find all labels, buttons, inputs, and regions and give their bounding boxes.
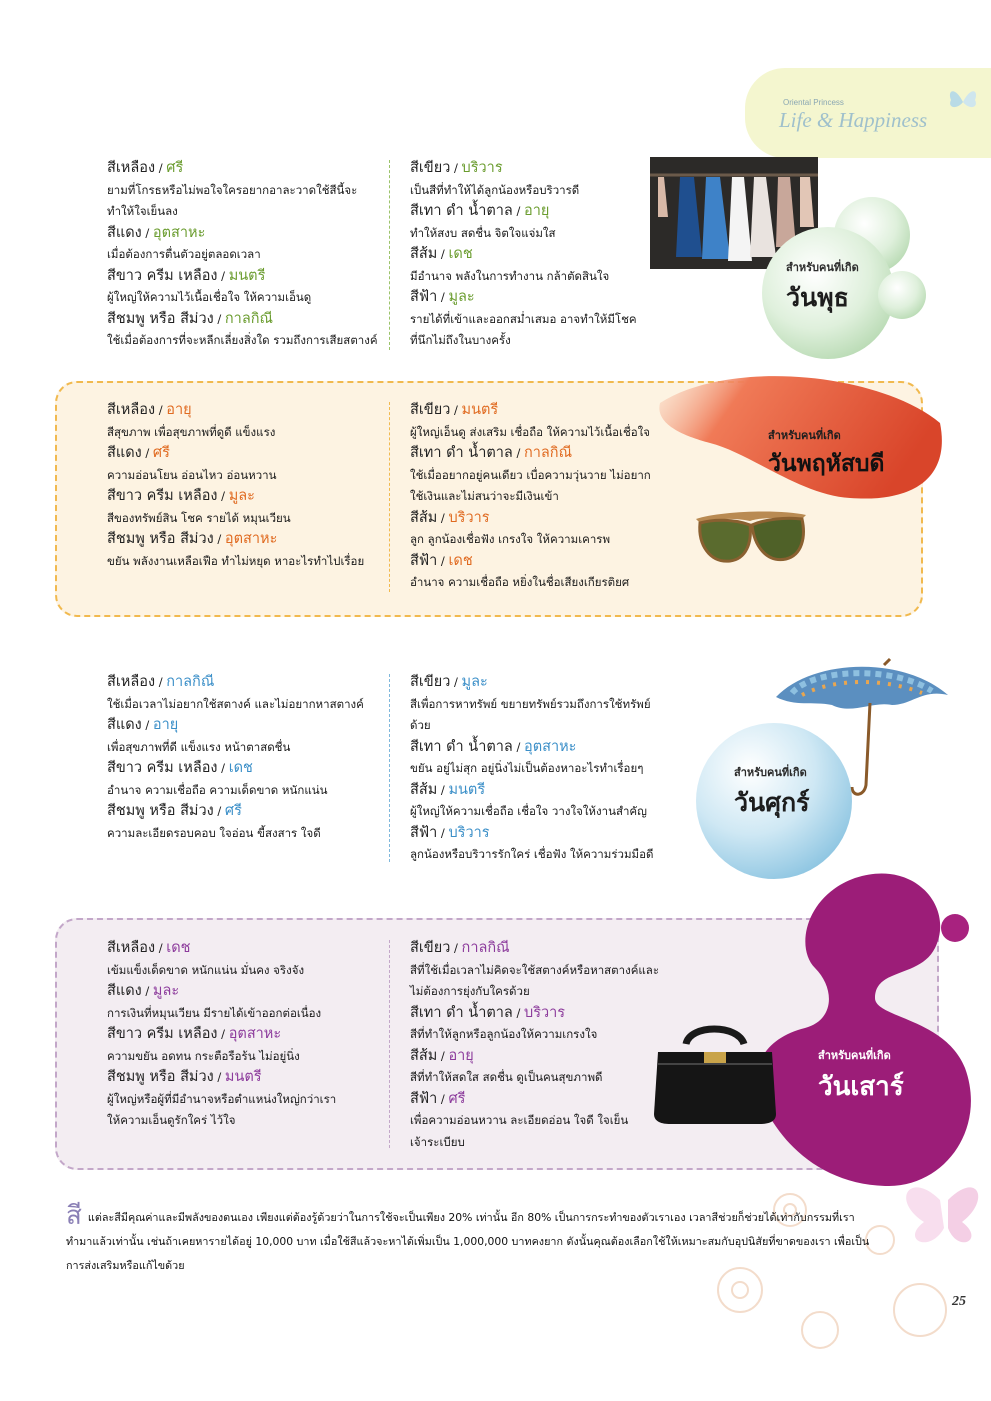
entry: สีเขียว / บริวาร	[410, 160, 503, 176]
section-thursday-divider	[389, 402, 390, 592]
entry: สีเทา ดำ น้ำตาล / อุตสาหะ	[410, 738, 577, 755]
entry: สีเหลือง / กาลกิณี	[107, 674, 215, 690]
footer-drop-cap: สี	[66, 1201, 82, 1231]
footer-paragraph: สีแต่ละสีมีคุณค่าและมีพลังของตนเอง เพียงแต่ต้องรู้ด้วยว่าในการใช้จะเป็นเพียง 20% เท่านั้น อีก 80% เป็นการกระทำของตัวเราเอง เวลาสีช่วยก็ช่วยได้เท่ากับกรรมที่เรา ทำมาแล้วเท่านั้น เช่นถ้าเคยหารายได้อยู่ 10,000 บาท เมื่อใช้สีแล้วจะหาได้เพิ่มเป็น 1,000,000 บาทคงยาก ดังนั้นคุณต้องเลือกใช้ให้เหมาะสมกับอุปนิสัยที่ขาดของเรา เพื่อเป็น การส่งเสริมหรือแก้ไขด้วย	[66, 1201, 870, 1272]
header-title: Life & Happiness	[779, 108, 928, 132]
entry: สีชมพู หรือ สีม่วง / กาลกิณี	[107, 310, 273, 327]
sunglasses-photo	[690, 505, 810, 575]
badge-saturday: สำหรับคนที่เกิด วันเสาร์	[818, 1049, 904, 1102]
entry: สีฟ้า / เดช	[410, 552, 473, 569]
entry: สีฟ้า / บริวาร	[410, 824, 490, 841]
section-thursday-left: สีเหลือง / อายุ สีสุขภาพ เพื่อสุขภาพที่ดูดี แข็งแรง สีแดง / ศรี ความอ่อนโยน อ่อนไหว อ่อนหวาน สีขาว ครีม เหลือง / มูละ สีของทรัพย์สิน โชค รายได้ หมุนเวียน สีชมพู หรือ สีม่วง / อุตสาหะ ขยัน พลังงานเหลือเฟือ ทำไม่หยุด หาอะไรทำไปเรื่อย	[107, 402, 365, 568]
entry: สีชมพู หรือ สีม่วง / ศรี	[107, 803, 242, 819]
entry: สีส้ม / มนตรี	[410, 781, 486, 798]
entry: สีแดง / มูละ	[107, 983, 180, 999]
section-friday-right: สีเขียว / มูละ สีเพื่อการหาทรัพย์ ขยายทรัพย์รวมถึงการใช้ทรัพย์ ด้วย สีเทา ดำ น้ำตาล / อุตสาหะ ขยัน อยู่ไม่สุก อยู่นิ่งไม่เป็นต้องหาอะไรทำเรื่อยๆ สีส้ม / มนตรี ผู้ใหญ่ให้ความเชื่อถือ เชื่อใจ วางใจให้งานสำคัญ สีฟ้า / บริวาร ลูกน้องหรือบริวารรักใคร่ เชื่อฟัง ให้ความร่วมมือดี	[410, 674, 654, 861]
entry: สีส้ม / เดช	[410, 246, 473, 262]
header-tab	[745, 68, 991, 158]
entry: สีฟ้า / ศรี	[410, 1090, 466, 1107]
section-saturday-left: สีเหลือง / เดช เข้มแข็งเด็ดขาด หนักแน่น มั่นคง จริงจัง สีแดง / มูละ การเงินที่หมุนเวียน มีรายได้เข้าออกต่อเนื่อง สีขาว ครีม เหลือง / อุตสาหะ ความขยัน อดทน กระตือรือร้น ไม่อยู่นิ่ง สีชมพู หรือ สีม่วง / มนตรี ผู้ใหญ่หรือผู้ที่มีอำนาจหรือตำแหน่งใหญ่กว่าเรา ให้ความเอ็นดูรักใคร่ ไว้ใจ	[107, 940, 337, 1127]
entry: สีส้ม / บริวาร	[410, 509, 490, 526]
entry: สีเหลือง / อายุ	[107, 402, 192, 418]
badge-wednesday: สำหรับคนที่เกิด วันพุธ	[786, 261, 859, 312]
entry: สีชมพู หรือ สีม่วง / อุตสาหะ	[107, 531, 278, 547]
section-wednesday-right: สีเขียว / บริวาร เป็นสีที่ทำให้ได้ลูกน้องหรือบริวารดี สีเทา ดำ น้ำตาล / อายุ ทำให้สงบ สดชื่น จิตใจแจ่มใส สีส้ม / เดช มีอำนาจ พลังในการทำงาน กล้าตัดสินใจ สีฟ้า / มูละ รายได้ที่เข้าและออกสม่ำเสมอ อาจทำให้มีโชค ที่นึกไม่ถึงในบางครั้ง	[410, 160, 637, 347]
header-brand: Oriental Princess	[783, 98, 844, 107]
entry: สีเทา ดำ น้ำตาล / อายุ	[410, 203, 550, 219]
entry: สีเหลือง / ศรี	[107, 160, 184, 176]
entry: สีเขียว / มนตรี	[410, 402, 499, 418]
page-number: 25	[952, 1294, 966, 1309]
entry: สีขาว ครีม เหลือง / อุตสาหะ	[107, 1026, 282, 1042]
badge-thursday: สำหรับคนที่เกิด วันพฤหัสบดี	[768, 429, 885, 477]
section-wednesday-left: สีเหลือง / ศรี ยามที่โกรธหรือไม่พอใจใครอยากอาละวาดใช้สีนี้จะ ทำให้ใจเย็นลง สีแดง / อุตสาหะ เมื่อต้องการตื่นตัวอยู่ตลอดเวลา สีขาว ครีม เหลือง / มนตรี ผู้ใหญ่ให้ความไว้เนื้อเชื่อใจ ให้ความเอ็นดู สีชมพู หรือ สีม่วง / กาลกิณี ใช้เมื่อต้องการที่จะหลีกเลี่ยงสิ่งใด รวมถึงการเสียสตางค์	[107, 160, 378, 347]
entry: สีเหลือง / เดช	[107, 940, 191, 956]
entry: สีเทา ดำ น้ำตาล / บริวาร	[410, 1004, 566, 1021]
entry: สีฟ้า / มูละ	[410, 289, 475, 305]
badge-friday: สำหรับคนที่เกิด วันศุกร์	[734, 766, 810, 817]
entry: สีแดง / อุตสาหะ	[107, 224, 206, 241]
entry: สีแดง / อายุ	[107, 717, 179, 733]
entry: สีขาว ครีม เหลือง / มนตรี	[107, 267, 266, 284]
section-wednesday-divider	[389, 160, 390, 350]
section-friday-divider	[389, 674, 390, 862]
entry: สีเขียว / กาลกิณี	[410, 940, 510, 956]
section-friday-left: สีเหลือง / กาลกิณี ใช้เมื่อเวลาไม่อยากใช้สตางค์ และไม่อยากหาสตางค์ สีแดง / อายุ เพื่อสุขภาพที่ดี แข็งแรง หน้าตาสดชื่น สีขาว ครีม เหลือง / เดช อำนาจ ความเชื่อถือ ความเด็ดขาด หนักแน่น สีชมพู หรือ สีม่วง / ศรี ความละเอียดรอบคอบ ใจอ่อน ขี้สงสาร ใจดี	[107, 674, 364, 840]
entry: สีชมพู หรือ สีม่วง / มนตรี	[107, 1069, 262, 1085]
section-saturday-right: สีเขียว / กาลกิณี สีที่ใช้เมื่อเวลาไม่คิดจะใช้สตางค์หรือหาสตางค์และ ไม่ต้องการยุ่งกับใครด้วย สีเทา ดำ น้ำตาล / บริวาร สีที่ทำให้ลูกหรือลูกน้องให้ความเกรงใจ สีส้ม / อายุ สีที่ทำให้สดใส สดชื่น ดูเป็นคนสุขภาพดี สีฟ้า / ศรี เพื่อความอ่อนหวาน ละเอียดอ่อน ใจดี ใจเย็น เจ้าระเบียบ	[410, 940, 660, 1149]
section-saturday-divider	[389, 940, 390, 1148]
entry: สีขาว ครีม เหลือง / มูละ	[107, 488, 255, 504]
entry: สีเทา ดำ น้ำตาล / กาลกิณี	[410, 445, 573, 461]
entry: สีส้ม / อายุ	[410, 1047, 474, 1064]
section-thursday-right: สีเขียว / มนตรี ผู้ใหญ่เอ็นดู ส่งเสริม เชื่อถือ ให้ความไว้เนื้อเชื่อใจ สีเทา ดำ น้ำตาล / กาลกิณี ใช้เมื่ออยากอยู่คนเดียว เบื่อความวุ่นวาย ไม่อยาก ใช้เงินและไม่สนว่าจะมีเงินเข้า สีส้ม / บริวาร ลูก ลูกน้องเชื่อฟัง เกรงใจ ให้ความเคารพ สีฟ้า / เดช อำนาจ ความเชื่อถือ หยิ่งในชื่อเสียงเกียรติยศ	[410, 402, 651, 589]
entry: สีขาว ครีม เหลือง / เดช	[107, 760, 253, 776]
butterfly-icon	[945, 82, 981, 118]
handbag-photo	[650, 1018, 780, 1128]
entry: สีแดง / ศรี	[107, 445, 170, 461]
entry: สีเขียว / มูละ	[410, 674, 488, 690]
